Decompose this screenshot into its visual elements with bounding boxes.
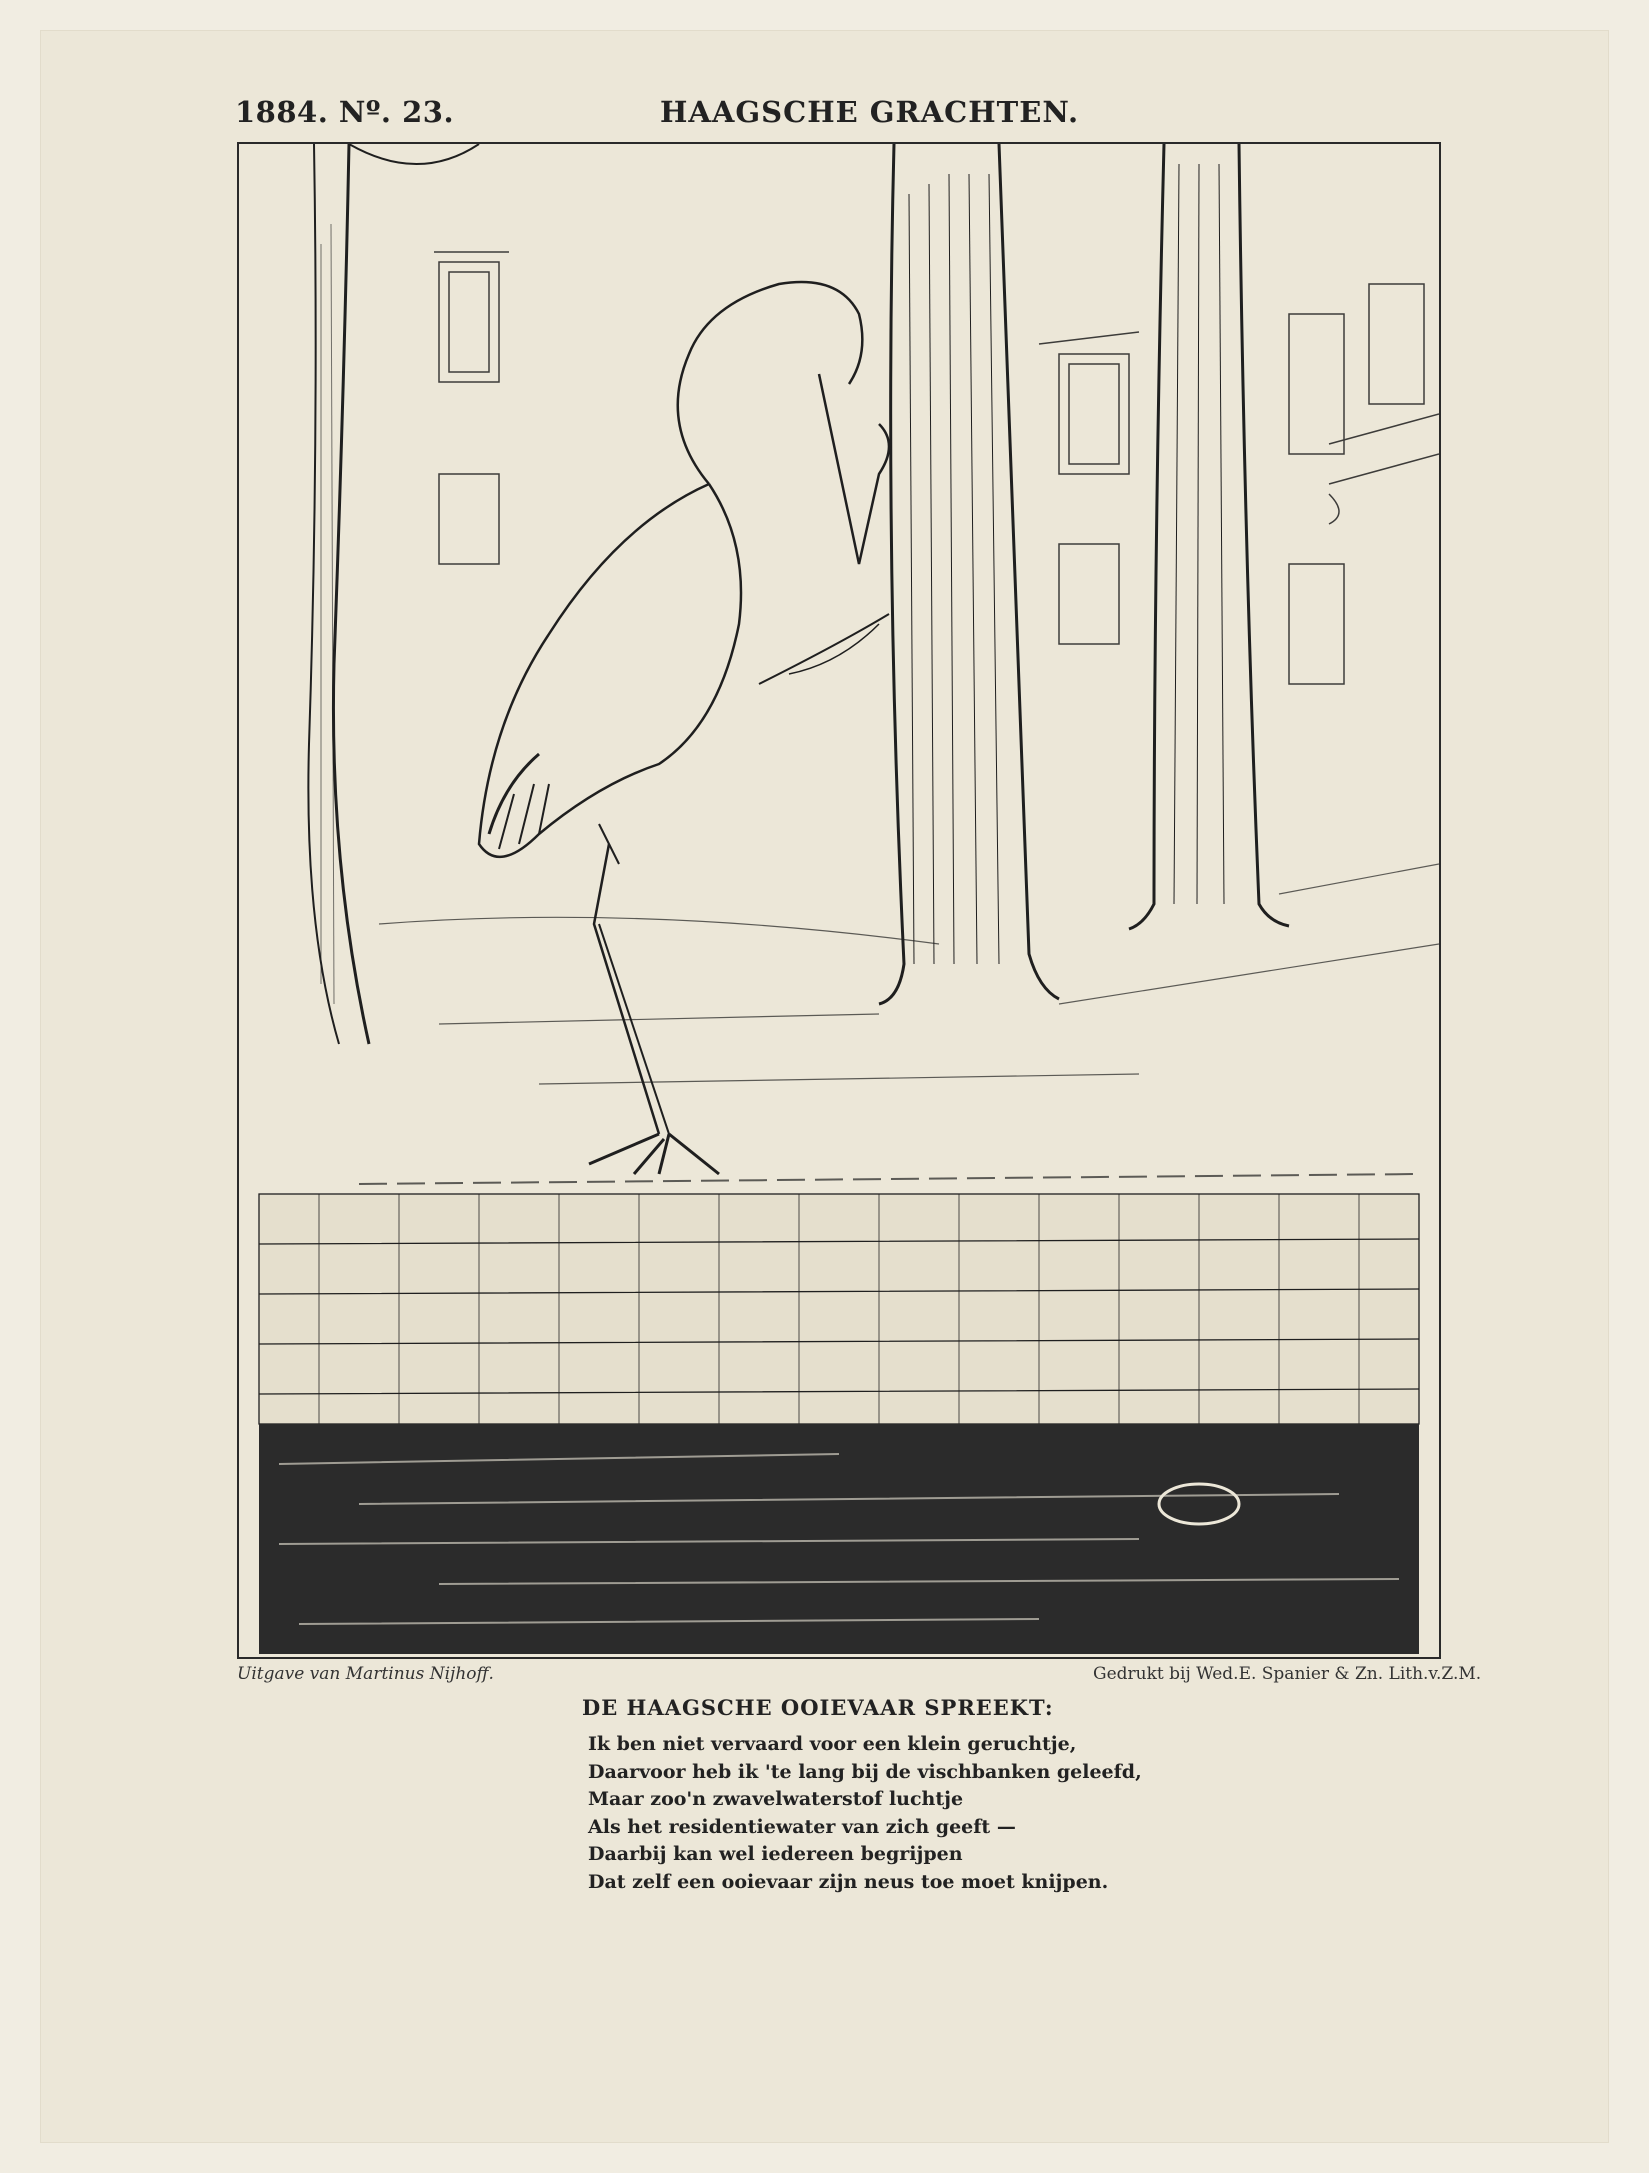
stork-illustration xyxy=(239,144,1439,1657)
illustration-frame xyxy=(237,142,1441,1659)
page-header xyxy=(235,95,1455,139)
series-title: HAAGSCHE GRACHTEN. xyxy=(660,95,1080,129)
poem-line: Daarvoor heb ik 'te lang bij de vischbanken geleefd, xyxy=(588,1760,1142,1783)
center-tree xyxy=(879,144,1059,1004)
poem-line: Maar zoo'n zwavelwaterstof luchtje xyxy=(588,1788,964,1810)
right-tree xyxy=(1129,144,1289,929)
poem-title: DE HAAGSCHE OOIEVAAR SPREEKT: xyxy=(582,1695,1054,1720)
poem-line: Als het residentiewater van zich geeft — xyxy=(588,1815,1016,1838)
publisher-credit: Uitgave van Martinus Nijhoff. xyxy=(237,1664,494,1684)
quay-ground xyxy=(359,864,1439,1184)
background-buildings xyxy=(434,252,1439,684)
printer-credit: Gedrukt bij Wed.E. Spanier & Zn. Lith.v.Z.M. xyxy=(1093,1664,1482,1684)
canal-wall xyxy=(259,1194,1419,1424)
stork xyxy=(479,282,889,1174)
canal-water xyxy=(259,1424,1419,1654)
left-tree xyxy=(308,144,479,1044)
poem-line: Daarbij kan wel iedereen begrijpen xyxy=(588,1843,963,1865)
poem-line: Dat zelf een ooievaar zijn neus toe moet knijpen. xyxy=(588,1870,1109,1893)
issue-number: 1884. Nº. 23. xyxy=(235,95,455,129)
poem-text xyxy=(588,1731,1148,1896)
poem-line: Ik ben niet vervaard voor een klein geruchtje, xyxy=(588,1733,1077,1755)
